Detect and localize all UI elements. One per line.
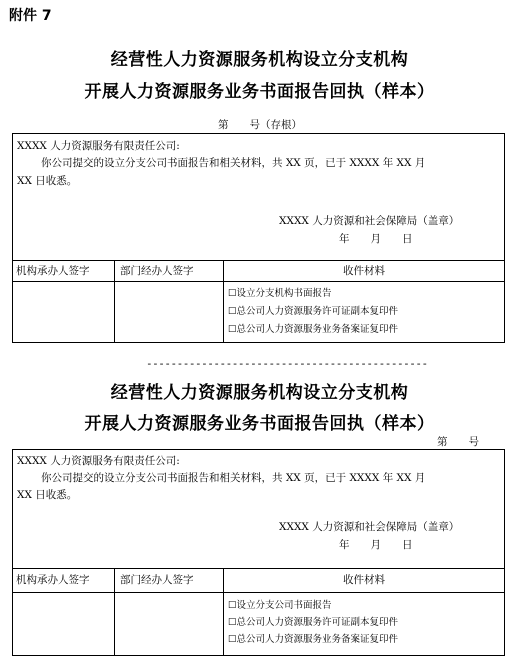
- date-line: 年 月 日: [339, 233, 413, 245]
- header-org-signature: 机构承办人签字: [16, 265, 90, 277]
- material-checkbox-item[interactable]: ☐设立分支机构书面报告: [228, 288, 332, 299]
- header-dept-signature: 部门经办人签字: [120, 574, 194, 586]
- addressee: XXXX 人力资源服务有限责任公司:: [17, 140, 180, 152]
- divider: [13, 568, 504, 569]
- column-divider: [223, 260, 224, 343]
- receipt-number: 第 号: [437, 436, 479, 448]
- material-checkbox-item[interactable]: ☐总公司人力资源服务许可证副本复印件: [228, 306, 399, 317]
- material-checkbox-item[interactable]: ☐总公司人力资源服务业务备案证复印件: [228, 324, 399, 335]
- issuing-authority: XXXX 人力资源和社会保障局（盖章）: [279, 215, 460, 227]
- column-divider: [114, 260, 115, 343]
- receipt-number-stub: 第 号（存根）: [218, 119, 302, 131]
- body-text-line-2: XX 日收悉。: [17, 175, 78, 187]
- header-materials: 收件材料: [343, 574, 385, 586]
- attachment-label: 附件 7: [9, 8, 52, 24]
- title-line-1: 经营性人力资源服务机构设立分支机构: [110, 50, 409, 70]
- date-line: 年 月 日: [339, 539, 413, 551]
- column-divider: [114, 568, 115, 656]
- material-checkbox-item[interactable]: ☐设立分支公司书面报告: [228, 600, 332, 611]
- header-org-signature: 机构承办人签字: [16, 574, 90, 586]
- title-line-1: 经营性人力资源服务机构设立分支机构: [110, 383, 409, 403]
- material-checkbox-item[interactable]: ☐总公司人力资源服务业务备案证复印件: [228, 634, 399, 645]
- divider: [13, 592, 504, 593]
- divider: [13, 281, 504, 282]
- issuing-authority: XXXX 人力资源和社会保障局（盖章）: [279, 521, 460, 533]
- cut-line: ----------------------------------------------: [146, 357, 428, 370]
- receipt-form-stub: [12, 133, 505, 343]
- header-dept-signature: 部门经办人签字: [120, 265, 194, 277]
- material-checkbox-item[interactable]: ☐总公司人力资源服务许可证副本复印件: [228, 617, 399, 628]
- title-line-2: 开展人力资源服务业务书面报告回执（样本）: [84, 82, 435, 102]
- receipt-form: [12, 449, 505, 656]
- column-divider: [223, 568, 224, 656]
- body-text-line-1: 你公司提交的设立分支公司书面报告和相关材料，共 XX 页，已于 XXXX 年 XX 月: [41, 157, 426, 169]
- body-text-line-1: 你公司提交的设立分支公司书面报告和相关材料，共 XX 页，已于 XXXX 年 XX 月: [41, 472, 426, 484]
- divider: [13, 260, 504, 261]
- body-text-line-2: XX 日收悉。: [17, 489, 78, 501]
- addressee: XXXX 人力资源服务有限责任公司:: [17, 455, 180, 467]
- header-materials: 收件材料: [343, 265, 385, 277]
- title-line-2: 开展人力资源服务业务书面报告回执（样本）: [84, 414, 435, 434]
